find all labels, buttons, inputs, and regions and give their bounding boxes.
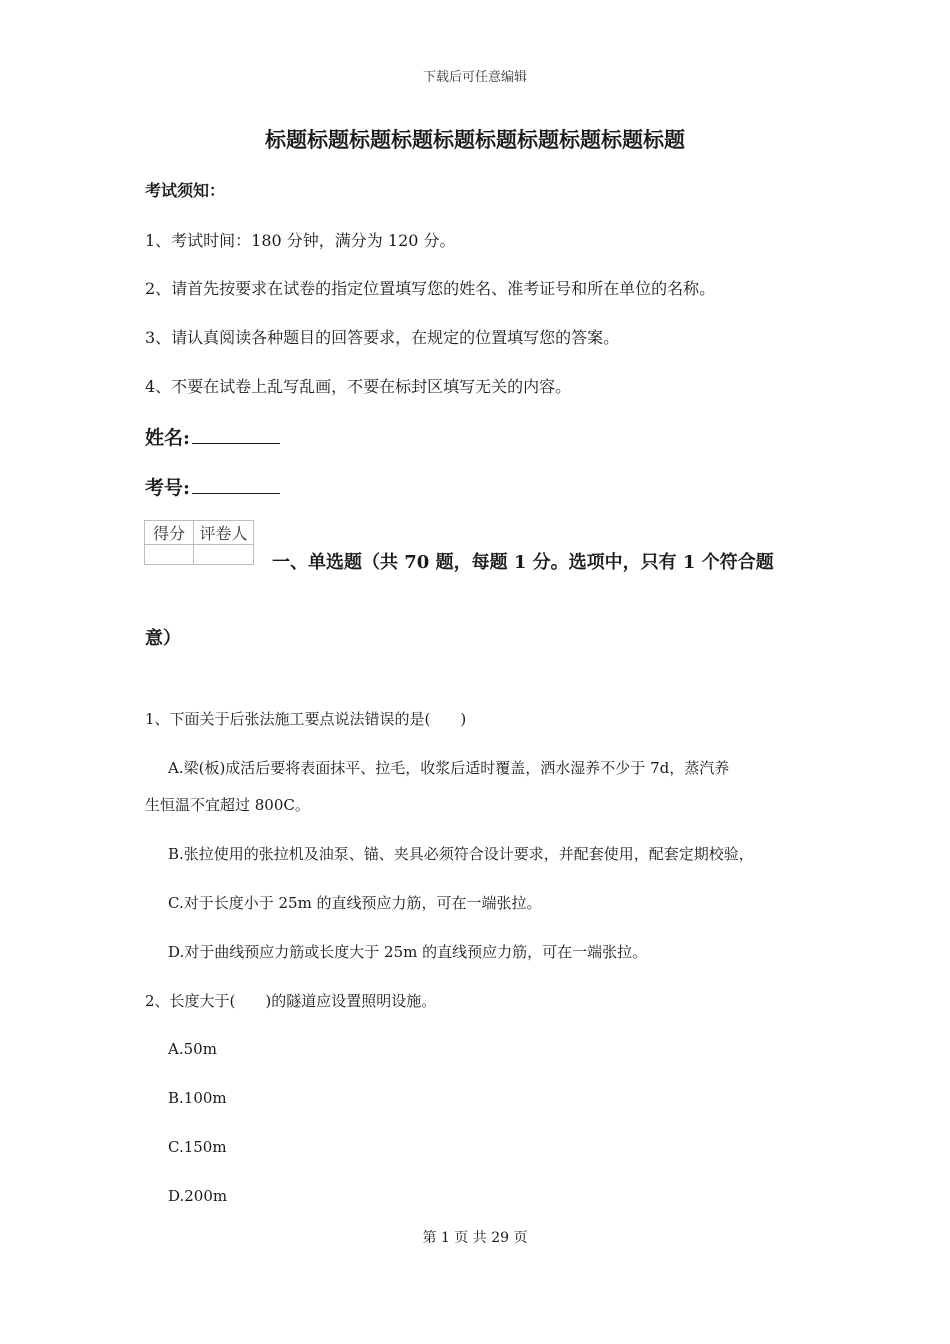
notice-item: 1、考试时间：180 分钟，满分为 120 分。 — [145, 231, 456, 250]
section-title-continued: 意） — [145, 628, 181, 649]
id-blank-line[interactable] — [192, 475, 280, 494]
document-title: 标题标题标题标题标题标题标题标题标题标题 — [265, 127, 685, 152]
option-d: D.对于曲线预应力筋或长度大于 25m 的直线预应力筋，可在一端张拉。 — [168, 943, 648, 961]
section-title: 一、单选题（共 70 题，每题 1 分。选项中，只有 1 个符合题 — [272, 552, 774, 573]
grader-header: 评卷人 — [194, 521, 254, 545]
option-a-continued: 生恒温不宜超过 800C。 — [145, 796, 310, 814]
option-a: A.梁(板)成活后要将表面抹平、拉毛，收浆后适时覆盖，洒水湿养不少于 7d，蒸汽养 — [168, 759, 730, 777]
score-header: 得分 — [145, 521, 194, 545]
option-b: B.张拉使用的张拉机及油泵、锚、夹具必须符合设计要求，并配套使用，配套定期校验， — [168, 845, 754, 863]
notice-item: 3、请认真阅读各种题目的回答要求，在规定的位置填写您的答案。 — [145, 328, 620, 347]
question-stem: 1、下面关于后张法施工要点说法错误的是( ) — [145, 710, 467, 728]
notice-heading: 考试须知： — [145, 181, 226, 200]
score-table — [144, 520, 254, 565]
id-label: 考号: — [145, 477, 191, 499]
notice-item: 4、不要在试卷上乱写乱画，不要在标封区填写无关的内容。 — [145, 377, 572, 396]
option-c: C.150m — [168, 1138, 227, 1156]
grader-cell[interactable] — [194, 545, 254, 565]
header-note: 下载后可任意编辑 — [422, 70, 527, 85]
name-field — [145, 423, 280, 450]
score-cell[interactable] — [145, 545, 194, 565]
score-table-blank-row — [145, 545, 254, 565]
option-d: D.200m — [168, 1187, 228, 1205]
option-a: A.50m — [168, 1040, 217, 1058]
question-stem: 2、长度大于( )的隧道应设置照明设施。 — [145, 992, 437, 1010]
score-table-header-row — [145, 521, 254, 545]
page-footer: 第 1 页 共 29 页 — [422, 1230, 528, 1246]
name-label: 姓名: — [145, 427, 191, 449]
notice-item: 2、请首先按要求在试卷的指定位置填写您的姓名、准考证号和所在单位的名称。 — [145, 279, 716, 298]
id-field — [145, 473, 280, 500]
option-c: C.对于长度小于 25m 的直线预应力筋，可在一端张拉。 — [168, 894, 542, 912]
name-blank-line[interactable] — [192, 425, 280, 444]
option-b: B.100m — [168, 1089, 227, 1107]
